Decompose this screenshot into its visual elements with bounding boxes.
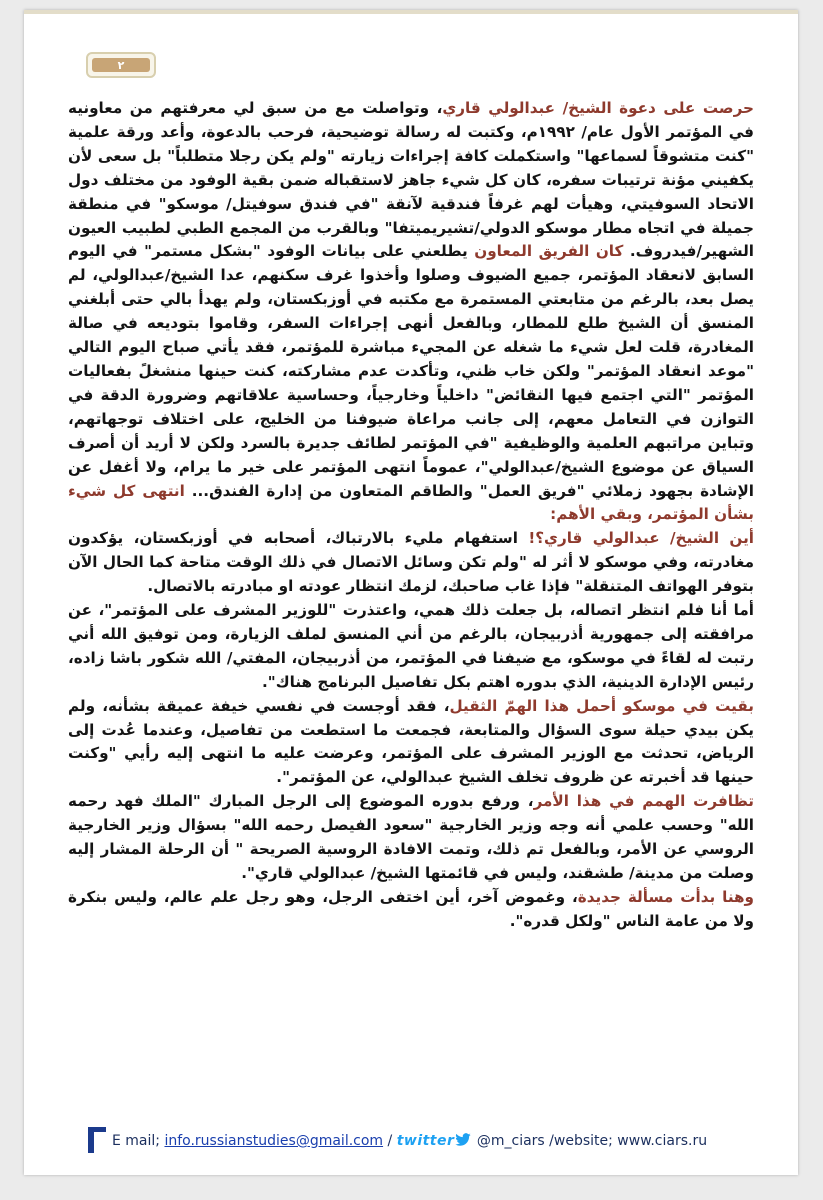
article-paragraph xyxy=(68,886,754,934)
center-logo-icon xyxy=(86,1125,108,1155)
highlighted-phrase: حرصت على دعوة الشيخ/ عبدالولي قاري xyxy=(442,99,754,117)
article-body xyxy=(68,97,754,934)
email-label: E mail; xyxy=(112,1133,161,1149)
highlighted-phrase: بقيت في موسكو أحمل هذا الهمّ الثقيل xyxy=(449,696,754,715)
article-paragraph xyxy=(68,790,754,886)
highlighted-phrase: كان الفريق المعاون xyxy=(474,242,624,261)
highlighted-phrase: تظافرت الهمم في هذا الأمر xyxy=(533,792,754,811)
highlighted-phrase: انتهى كل شيء بشأن المؤتمر، وبقي الأهم: xyxy=(68,481,754,524)
footer-separator: / xyxy=(387,1133,393,1149)
document-page xyxy=(24,10,798,1175)
page-top-rule xyxy=(24,10,798,14)
twitter-bird-icon[interactable] xyxy=(454,1133,472,1147)
page-number: ٢ xyxy=(92,58,150,72)
footer-contact-line xyxy=(112,1133,707,1149)
paragraph-text: ، وتواصلت مع من سبق لي معرفتهم من معاونيه في المؤتمر الأول عام/ ١٩٩٢م، وكتبت له رسالة توضيحية، فرحب بالدعوة، وأعد ورقة علمية "كنت متشوقاً لسماعها" واستكملت كافة إجراءات زيارته "ولم يكن رجلا متطلباً" بل سعى لأن يكفيني مؤنة ترتيبات سفره، كان كل شيء جاهز لاستقباله ضمن بقية الوفود من مختلف دول الاتحاد السوفيتي، وهيأت لهم غرفاً فندقية لآنقة "في فندق سوفيتل/ موسكو" في منطقة جميلة في اتجاه مطار موسكو الدولي/تشيريميتفا" وبالقرب من المجمع الطبي لطبيب العيون الشهير/فيدروف. xyxy=(68,99,754,261)
paragraph-text: استفهام مليء بالارتباك، أصحابه في أوزبكستان، يؤكدون مغادرته، وفي موسكو لا أثر له "ولم تكن وسائل الاتصال في ذلك الوقت متاحة كما الحال الآن بتوفر الهواتف المتنقلة" فإذا غاب صاحبك، لزمك انتظار عودته او مبادرته بالاتصال. xyxy=(68,529,754,596)
paragraph-text: ، فقد أوجست في نفسي خيفة عميقة بشأنه، ولم يكن بيدي حيلة سوى السؤال والمتابعة، فجمعت ما استطعت من تفاصيل، وعندما عُدت إلى الرياض، تحدثت مع الوزير المشرف على المؤتمر، وعرضت عليه ما انتهى إليه رأيي "وكنت حينها قد أخبرته عن ظروف تخلف الشيخ عبدالولي، عن المؤتمر". xyxy=(68,696,754,787)
twitter-handle[interactable]: @m_ciars xyxy=(476,1133,545,1149)
highlighted-phrase: أين الشيخ/ عبدالولي قاري؟! xyxy=(528,529,754,548)
article-paragraph xyxy=(68,695,754,791)
website-text[interactable]: /website; www.ciars.ru xyxy=(549,1133,708,1149)
paragraph-text: يطلعني على بيانات الوفود "بشكل مستمر" في اليوم السابق لانعقاد المؤتمر، جميع الضيوف وصلوا وأخذوا غرف سكنهم، عدا الشيخ/عبدالولي، لم يصل بعد، بالرغم من متابعتي المستمرة مع مكتبه في أوزبكستان، ولم يهدأ بالي حتى أبلغني المنسق أن الشيخ طلع للمطار، وبالفعل أنهى إجراءات السفر، وقاموا بتوديعه في صالة المغادرة، قلت لعل شيء ما شغله عن المجيء مباشرة للمؤتمر، فقد يأتي صباح اليوم التالي "موعد انعقاد المؤتمر" ولكن خاب ظني، وتأكدت عدم مشاركته، كنت حينها منشغلً بفعاليات المؤتمر "التي اجتمع فيها النقائض" داخلياً وخارجياً، وحساسية علاقاتهم وضرورة الدقة في التوازن في التعامل معهم، إلى جانب مراعاة ضيوفنا من الخليج، على اختلاف توجهاتهم، وتباين مراتبهم العلمية والوظيفية "في المؤتمر لطائف جديرة بالسرد ولكن لا أريد أن أصرف السياق عن موضوع الشيخ/عبدالولي"، عموماً انتهى المؤتمر على خير ما يرام، ولا أغفل عن الإشادة بجهود زملائي "فريق العمل" والطاقم المتعاون من إدارة الفندق... xyxy=(68,242,754,500)
article-paragraph xyxy=(68,97,754,527)
article-paragraph xyxy=(68,527,754,599)
article-paragraph xyxy=(68,599,754,695)
twitter-wordmark[interactable]: twitter xyxy=(396,1133,455,1149)
email-link[interactable]: info.russianstudies@gmail.com xyxy=(164,1133,384,1149)
paragraph-text: أما أنا فلم انتظر اتصاله، بل جعلت ذلك همي، واعتذرت "للوزير المشرف على المؤتمر"، عن مرافقته إلى جمهورية أذربيجان، بالرغم من أني المنسق لملف الزيارة، ومن توفيق الله أني رتبت له لقاءً في موسكو، مع ضيفنا في المؤتمر، من أذربيجان، المفتي/ الله شكور باشا زاده، رئيس الإدارة الدينية، الذي بدوره اهتم بكل تفاصيل البرنامج هناك". xyxy=(68,601,754,691)
paragraph-text: ، وغموض آخر، أين اختفى الرجل، وهو رجل علم عالم، وليس بنكرة ولا من عامة الناس "ولكل قدره". xyxy=(68,887,754,930)
highlighted-phrase: وهنا بدأت مسألة جديدة xyxy=(577,887,754,906)
contact-footer xyxy=(86,1125,776,1161)
paragraph-text: ، ورفع بدوره الموضوع إلى الرجل المبارك "الملك فهد رحمه الله" وحسب علمي أنه وجه وزير الخارجية "سعود الفيصل رحمه الله" بسؤال وزير الخارجية الروسي عن الأمر، وبالفعل تم ذلك، وتمت الافادة الروسية الصريحة " أن الرحلة المشار إليه وصلت من مدينة/ طشقند، وليس في قائمتها الشيخ/ عبدالولي قاري". xyxy=(68,792,754,882)
page-number-badge xyxy=(86,52,156,78)
